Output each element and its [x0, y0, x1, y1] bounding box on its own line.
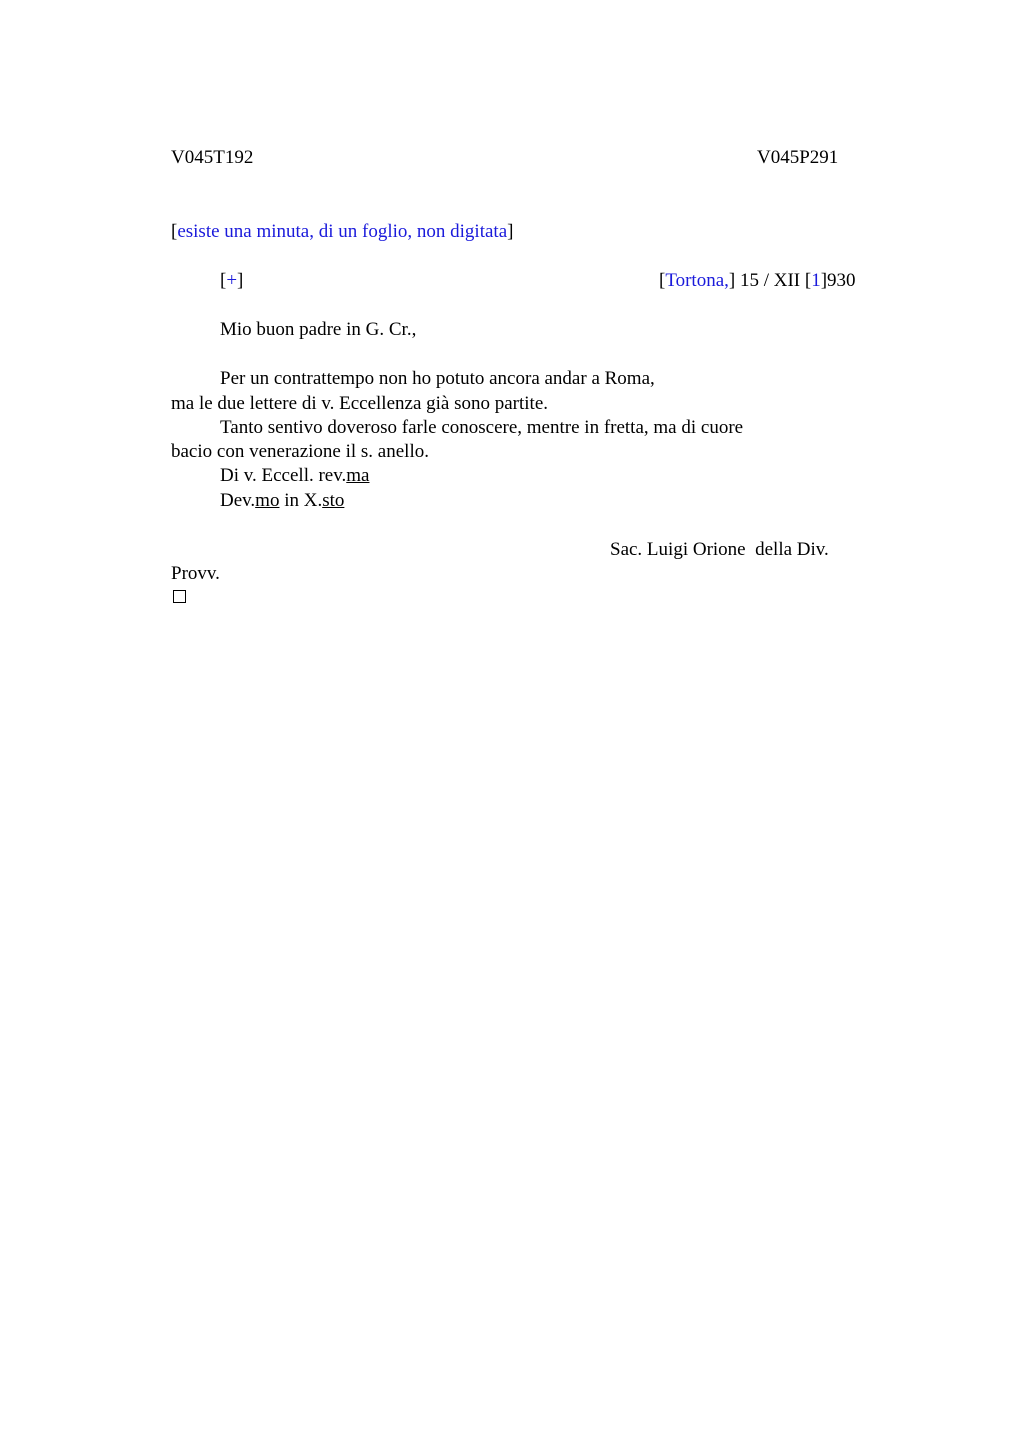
cross-symbol: +	[226, 270, 238, 291]
paragraph-2-line-1: Tanto sentivo doveroso farle conoscere, mentre in fretta, ma di cuore	[220, 417, 744, 438]
note-bracket-close: ]	[507, 221, 514, 242]
closing-1-text: Di v. Eccell. rev.	[220, 465, 347, 486]
paragraph-1-line-2: ma le due lettere di v. Eccellenza già sono partite.	[171, 393, 549, 414]
date-text: 15 / XII [	[735, 270, 812, 291]
year-rest: ]930	[820, 270, 856, 291]
cross-mark	[220, 269, 243, 293]
dateline-place-date	[659, 269, 856, 293]
document-code-right: V045P291	[757, 147, 839, 168]
closing-1-abbrev: ma	[346, 465, 370, 486]
closing-line-2	[220, 489, 344, 513]
place-name: Tortona,	[665, 270, 729, 291]
signature-line-1: Sac. Luigi Orione della Div.	[610, 539, 829, 560]
closing-2-abbrev-1: mo	[255, 490, 280, 511]
document-code-left: V045T192	[171, 147, 254, 168]
cross-bracket-close: ]	[237, 270, 244, 291]
note-text: esiste una minuta, di un foglio, non digitata	[177, 221, 508, 242]
closing-line-1	[220, 464, 369, 488]
closing-2-text-b: in X.	[279, 490, 323, 511]
paragraph-1-line-1: Per un contrattempo non ho potuto ancora andar a Roma,	[220, 368, 655, 389]
empty-square-icon	[173, 590, 186, 603]
note-bracket-open: [	[171, 221, 178, 242]
salutation: Mio buon padre in G. Cr.,	[220, 319, 417, 340]
place-bracket-open: [	[659, 270, 666, 291]
editorial-note	[171, 220, 513, 244]
place-bracket-close: ]	[728, 270, 736, 291]
signature-line-2: Provv.	[171, 563, 220, 584]
closing-2-abbrev-2: sto	[322, 490, 345, 511]
closing-2-text-a: Dev.	[220, 490, 256, 511]
year-digit: 1	[811, 270, 821, 291]
paragraph-2-line-2: bacio con venerazione il s. anello.	[171, 441, 429, 462]
cross-bracket-open: [	[220, 270, 227, 291]
